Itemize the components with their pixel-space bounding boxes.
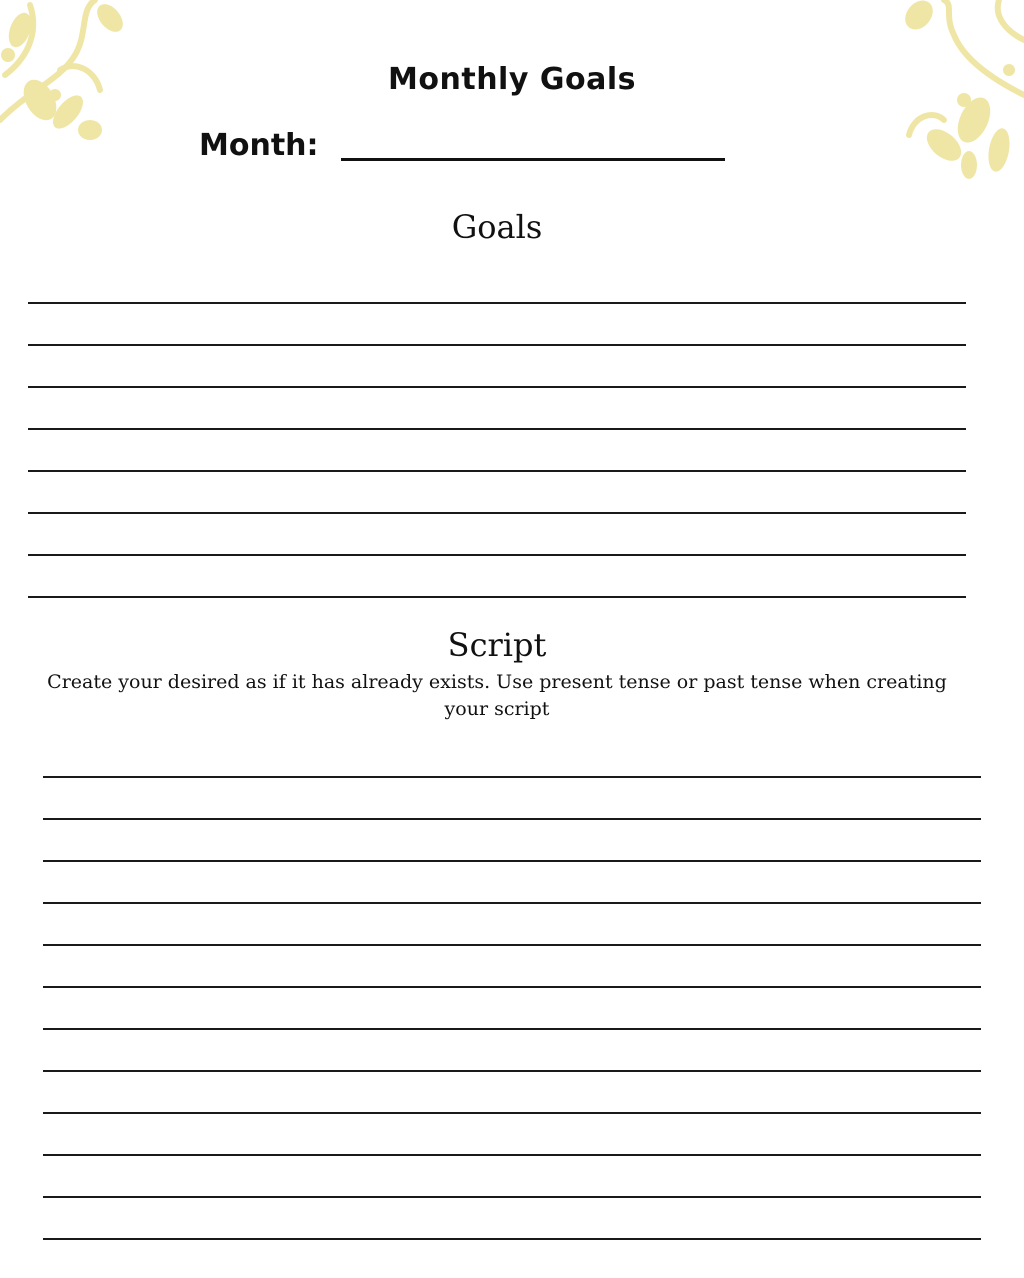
month-row: [199, 124, 725, 164]
script-blank-line[interactable]: [43, 1196, 981, 1198]
script-blank-line[interactable]: [43, 986, 981, 988]
script-heading: Script: [447, 626, 547, 664]
page-title: Monthly Goals: [388, 62, 636, 97]
goals-heading: Goals: [451, 208, 543, 246]
script-blank-line[interactable]: [43, 1070, 981, 1072]
script-blank-line[interactable]: [43, 860, 981, 862]
script-instructions: Create your desired as if it has already exists. Use present tense or past tense when creating your script: [47, 671, 947, 720]
script-blank-line[interactable]: [43, 776, 981, 778]
goal-blank-line[interactable]: [28, 554, 966, 556]
month-blank-line[interactable]: [341, 158, 725, 161]
goal-blank-line[interactable]: [28, 386, 966, 388]
script-blank-line[interactable]: [43, 1238, 981, 1240]
goal-blank-line[interactable]: [28, 344, 966, 346]
goal-blank-line[interactable]: [28, 470, 966, 472]
script-blank-line[interactable]: [43, 902, 981, 904]
script-blank-line[interactable]: [43, 818, 981, 820]
goal-blank-line[interactable]: [28, 428, 966, 430]
goal-blank-line[interactable]: [28, 596, 966, 598]
script-blank-line[interactable]: [43, 944, 981, 946]
script-blank-line[interactable]: [43, 1028, 981, 1030]
goal-blank-line[interactable]: [28, 512, 966, 514]
goal-blank-line[interactable]: [28, 302, 966, 304]
month-label: Month:: [199, 128, 319, 163]
script-blank-line[interactable]: [43, 1154, 981, 1156]
script-blank-line[interactable]: [43, 1112, 981, 1114]
